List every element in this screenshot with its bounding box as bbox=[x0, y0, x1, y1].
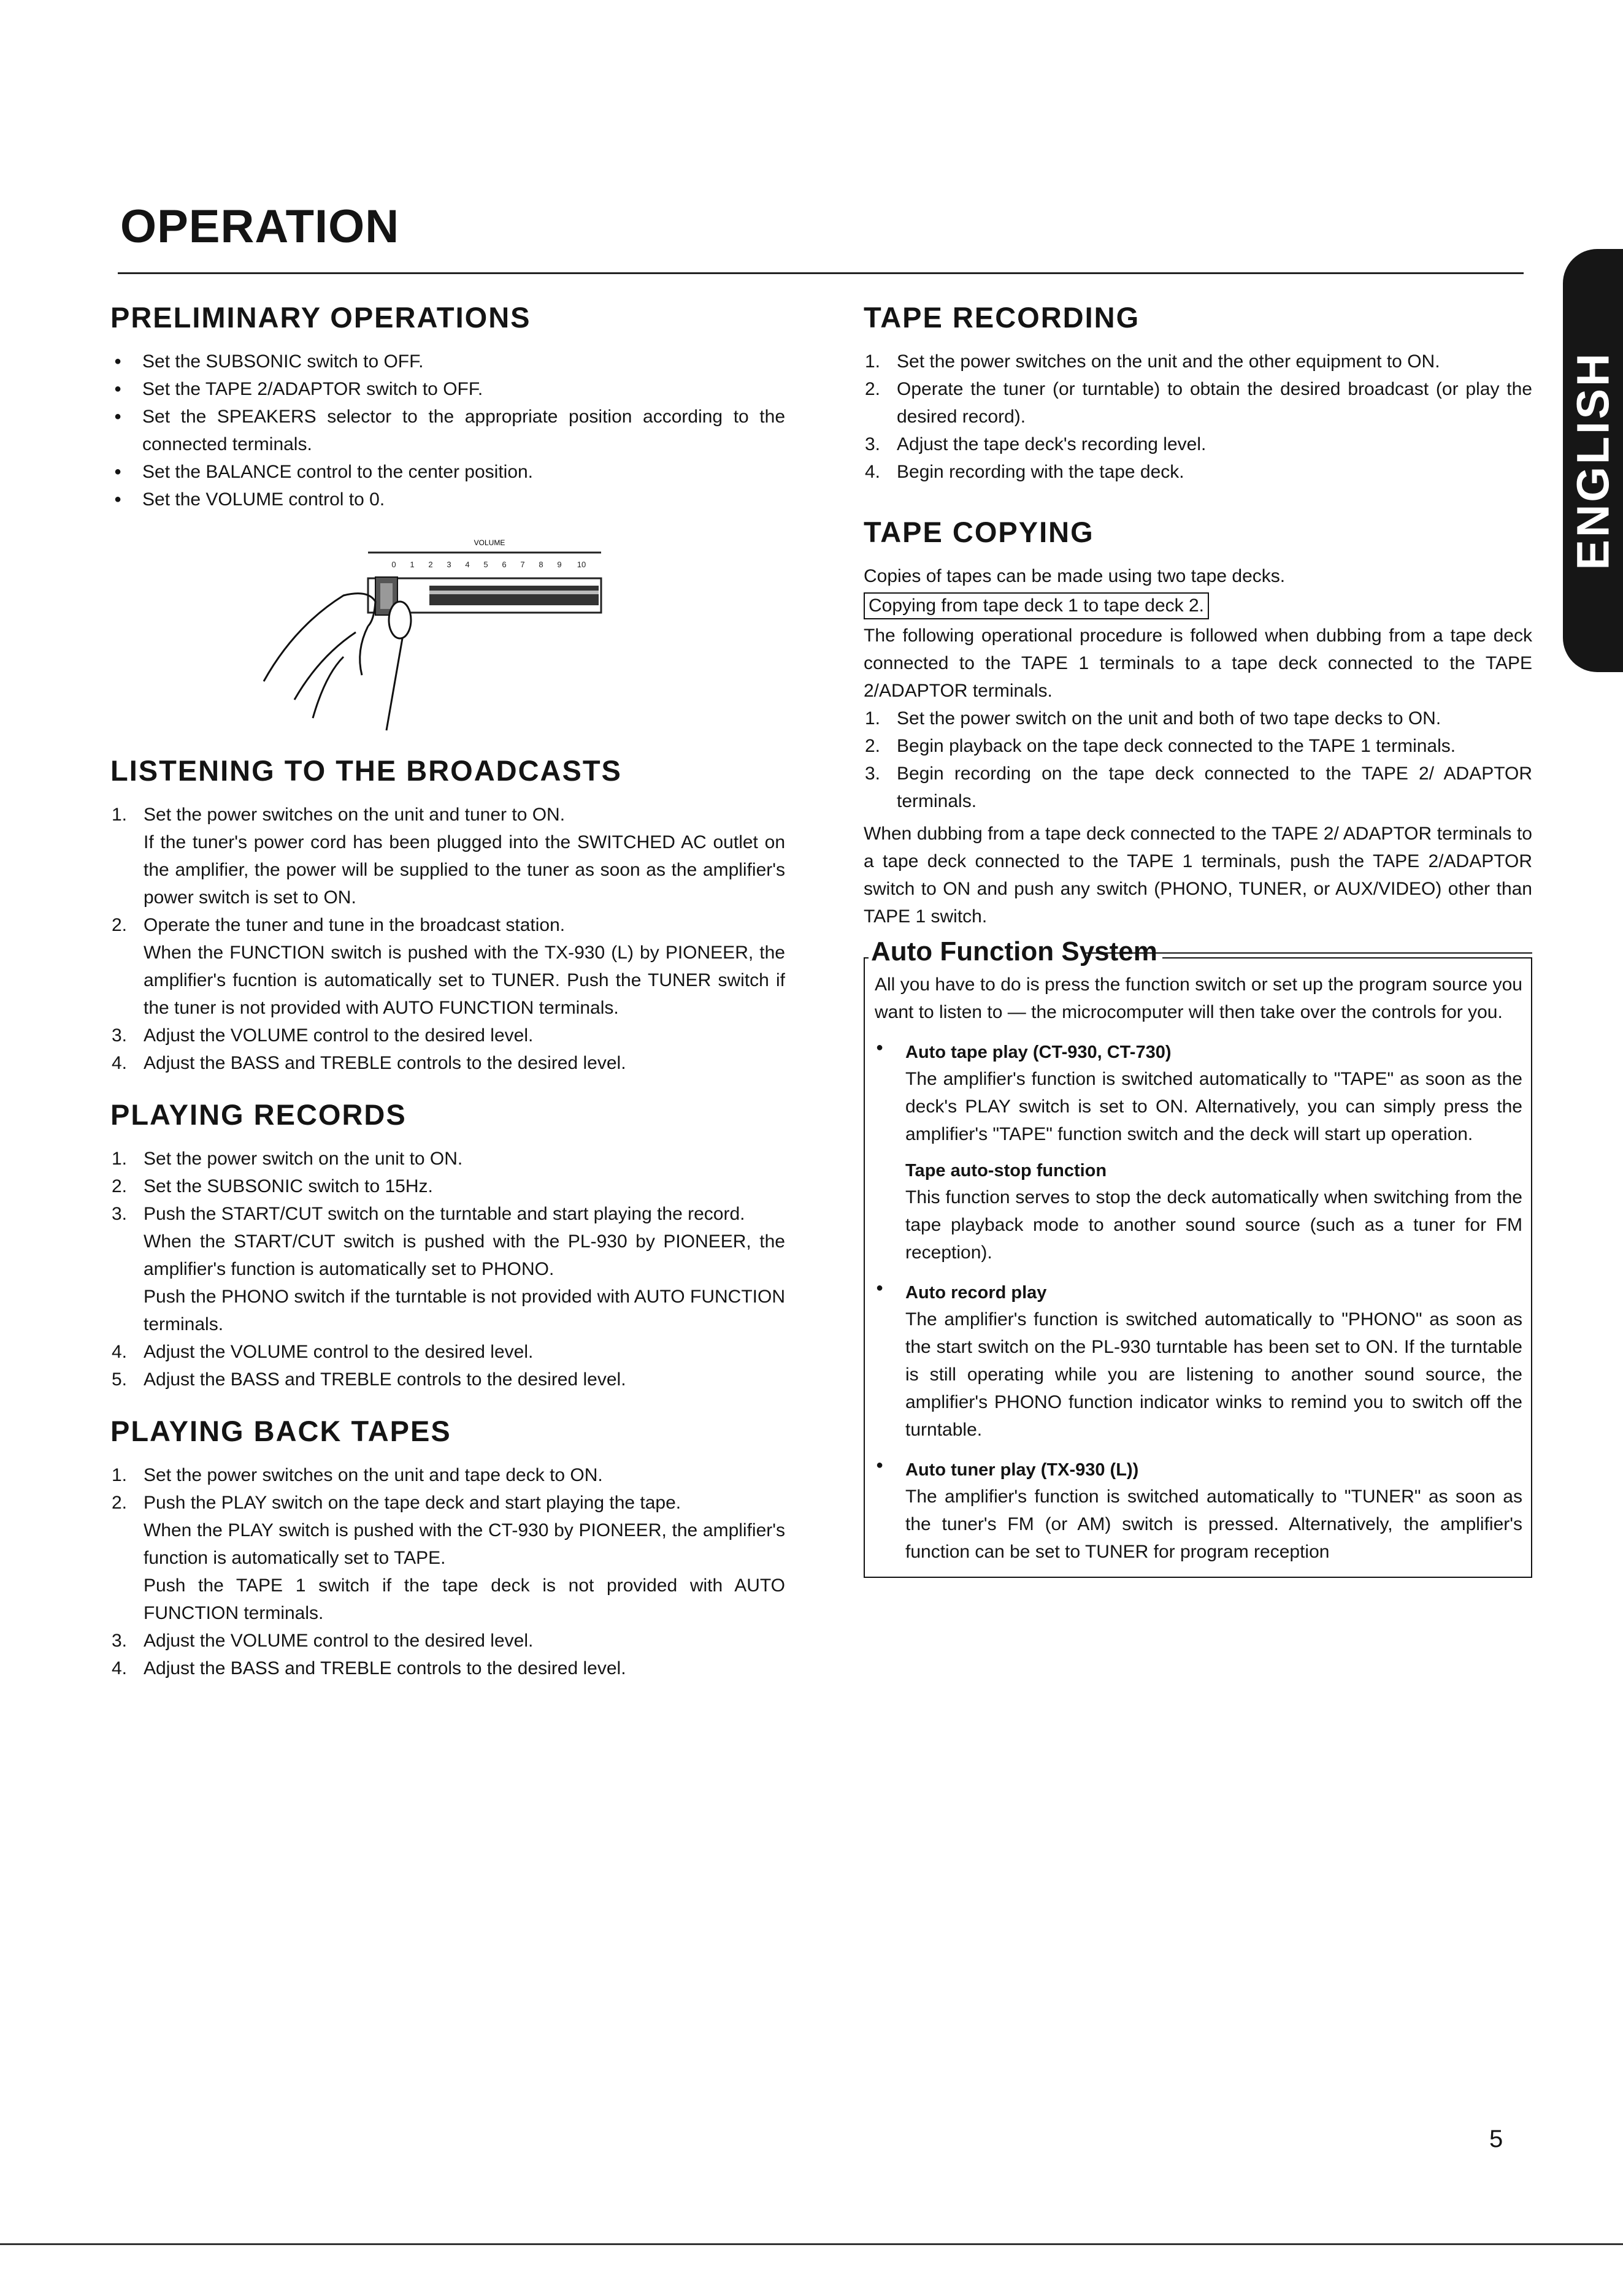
tape-auto-stop-heading: Tape auto-stop function bbox=[905, 1161, 1107, 1181]
tape-copying-heading: TAPE COPYING bbox=[864, 516, 1094, 548]
list-item: 2. Operate the tuner and tune in the broadcast station. When the FUNCTION switch is pushed with the TX-930 (L) by PIONEER, the amplifier's fucntion is automatically set to TUNER. Push the TUNER switch if the tuner is not provided with AUTO FUNCTION terminals. bbox=[112, 915, 785, 1018]
playing-back-tapes-steps bbox=[110, 1461, 785, 1682]
tape-recording-heading: TAPE RECORDING bbox=[864, 301, 1140, 334]
tape-copying-steps bbox=[864, 705, 1532, 815]
language-tab-label: ENGLISH bbox=[1567, 351, 1619, 570]
auto-tuner-play-text: The amplifier's function is switched automatically to "TUNER" as soon as the tuner's FM (or AM) switch is pressed. Alternatively, the amplifier's function can be set to TUNER for program reception bbox=[905, 1487, 1522, 1562]
auto-record-play-text: The amplifier's function is switched automatically to "PHONO" as soon as the start switch on the PL-930 turntable has been set to ON. If the turntable is still operating while you are listening to another sound source, the amplifier's PHONO function indicator winks to remind you to switch off the turntable. bbox=[905, 1309, 1522, 1440]
listening-heading: LISTENING TO THE BROADCASTS bbox=[110, 754, 622, 787]
list-item: 5. Adjust the BASS and TREBLE controls to the desired level. bbox=[112, 1369, 626, 1390]
left-column bbox=[110, 300, 785, 1703]
list-item: ● Set the BALANCE control to the center position. bbox=[110, 458, 785, 486]
tape-auto-stop-text: This function serves to stop the deck automatically when switching from the tape playback mode to another sound source (such as a tuner for FM reception). bbox=[905, 1187, 1522, 1263]
bullet-icon: ● bbox=[876, 1281, 884, 1295]
list-item: ● Set the SUBSONIC switch to OFF. bbox=[110, 348, 785, 375]
bullet-icon: ● bbox=[876, 1458, 884, 1472]
scale-tick-3: 3 bbox=[447, 560, 451, 569]
scale-tick-0: 0 bbox=[391, 560, 396, 569]
preliminary-operations-list bbox=[110, 348, 785, 513]
playing-records-heading: PLAYING RECORDS bbox=[110, 1098, 407, 1131]
volume-figure bbox=[110, 534, 785, 737]
scale-tick-5: 5 bbox=[483, 560, 488, 569]
tape-copying-intro: Copies of tapes can be made using two tape decks. bbox=[864, 566, 1286, 586]
scale-tick-2: 2 bbox=[428, 560, 433, 569]
list-item: 2. Begin playback on the tape deck connected to the TAPE 1 terminals. bbox=[865, 736, 1456, 756]
list-item: 1. Set the power switches on the unit and tape deck to ON. bbox=[112, 1465, 603, 1485]
list-item: 2. Set the SUBSONIC switch to 15Hz. bbox=[112, 1176, 433, 1196]
auto-tuner-play-item bbox=[875, 1457, 1522, 1566]
auto-tape-play-item bbox=[875, 1039, 1522, 1266]
list-item: ● Set the SPEAKERS selector to the appropriate position according to the connected terminals. bbox=[110, 403, 785, 458]
tape-copying-note: When dubbing from a tape deck connected to the TAPE 2/ ADAPTOR terminals to a tape deck connected to the TAPE 1 terminals, push the TAPE 2/ADAPTOR switch to ON and push any switch (PHONO, TUNER, or AUX/VIDEO) other than TAPE 1 switch. bbox=[864, 824, 1532, 927]
scale-tick-8: 8 bbox=[539, 560, 543, 569]
list-item: 4. Adjust the BASS and TREBLE controls to the desired level. bbox=[112, 1658, 626, 1678]
list-item: 3. Push the START/CUT switch on the turntable and start playing the record. When the START/CUT switch is pushed with the PL-930 by PIONEER, the amplifier's function is automatically set to PHONO. Push the PHONO switch if the turntable is not provided with AUTO FUNCTION terminals. bbox=[112, 1204, 785, 1334]
scale-tick-7: 7 bbox=[520, 560, 525, 569]
auto-tuner-play-heading: Auto tuner play (TX-930 (L)) bbox=[905, 1460, 1139, 1480]
list-item: 3. Begin recording on the tape deck connected to the TAPE 2/ ADAPTOR terminals. bbox=[865, 763, 1532, 811]
volume-figure-label: VOLUME bbox=[474, 538, 505, 547]
auto-tape-play-text: The amplifier's function is switched automatically to "TAPE" as soon as the deck's PLAY switch is set to ON. Alternatively, you can simply press the amplifier's "TAPE" function switch and the deck will start up operation. bbox=[905, 1069, 1522, 1144]
scale-tick-6: 6 bbox=[502, 560, 507, 569]
list-item: 3. Adjust the tape deck's recording level. bbox=[865, 434, 1207, 454]
playing-records-section bbox=[110, 1098, 785, 1393]
auto-function-title: Auto Function System bbox=[869, 936, 1162, 967]
listening-steps bbox=[110, 801, 785, 1077]
list-item: 3. Adjust the VOLUME control to the desired level. bbox=[112, 1631, 534, 1651]
auto-record-play-heading: Auto record play bbox=[905, 1283, 1047, 1303]
volume-knob-illustration bbox=[110, 534, 785, 737]
auto-function-title-rule bbox=[1086, 952, 1532, 954]
auto-function-box bbox=[864, 936, 1532, 1578]
list-item: ● Set the VOLUME control to 0. bbox=[110, 486, 785, 513]
list-item: 1. Set the power switch on the unit to ON. bbox=[112, 1149, 463, 1169]
auto-tape-play-heading: Auto tape play (CT-930, CT-730) bbox=[905, 1043, 1172, 1062]
right-column bbox=[864, 300, 1532, 1578]
language-tab bbox=[1563, 249, 1623, 672]
scale-tick-4: 4 bbox=[465, 560, 470, 569]
preliminary-operations-heading: PRELIMINARY OPERATIONS bbox=[110, 301, 531, 334]
scale-tick-9: 9 bbox=[557, 560, 562, 569]
list-item: 2. Push the PLAY switch on the tape deck and start playing the tape. When the PLAY switch is pushed with the CT-930 by PIONEER, the amplifier's function is automatically set to TAPE. Push the TAPE 1 switch if the tape deck is not provided with AUTO FUNCTION terminals. bbox=[112, 1493, 785, 1623]
tape-recording-section bbox=[864, 300, 1532, 486]
list-item: ● Set the TAPE 2/ADAPTOR switch to OFF. bbox=[110, 375, 785, 403]
page-title: OPERATION bbox=[120, 201, 400, 253]
scale-tick-10: 10 bbox=[577, 560, 586, 569]
tape-copying-procedure: The following operational procedure is followed when dubbing from a tape deck connected to the TAPE 1 terminals to a tape deck connected to the TAPE 2/ADAPTOR terminals. bbox=[864, 626, 1532, 701]
tape-recording-steps bbox=[864, 348, 1532, 486]
auto-function-intro: All you have to do is press the function switch or set up the program source you want to listen to — the microcomputer will then take over the controls for you. bbox=[875, 974, 1522, 1022]
title-rule bbox=[118, 272, 1524, 274]
list-item: 1. Set the power switch on the unit and both of two tape decks to ON. bbox=[865, 708, 1441, 729]
bottom-rule bbox=[0, 2243, 1623, 2245]
scale-tick-1: 1 bbox=[410, 560, 415, 569]
list-item: 4. Adjust the BASS and TREBLE controls to the desired level. bbox=[112, 1053, 626, 1073]
list-item: 3. Adjust the VOLUME control to the desired level. bbox=[112, 1025, 534, 1046]
preliminary-operations-section bbox=[110, 300, 785, 513]
list-item: 4. Begin recording with the tape deck. bbox=[865, 462, 1184, 482]
list-item: 4. Adjust the VOLUME control to the desired level. bbox=[112, 1342, 534, 1362]
list-item: 1. Set the power switches on the unit and tuner to ON. If the tuner's power cord has been plugged into the SWITCHED AC outlet on the amplifier, the power will be supplied to the tuner as soon as the amplifier's power switch is set to ON. bbox=[112, 805, 785, 908]
bullet-icon: ● bbox=[876, 1041, 884, 1054]
list-item: 1. Set the power switches on the unit and the other equipment to ON. bbox=[865, 351, 1440, 372]
auto-record-play-item bbox=[875, 1280, 1522, 1444]
playing-back-tapes-section bbox=[110, 1414, 785, 1682]
page-number: 5 bbox=[1489, 2126, 1503, 2152]
playing-back-tapes-heading: PLAYING BACK TAPES bbox=[110, 1415, 451, 1447]
tape-copying-boxed-note: Copying from tape deck 1 to tape deck 2. bbox=[864, 592, 1209, 619]
tape-copying-section bbox=[864, 515, 1532, 930]
list-item: 2. Operate the tuner (or turntable) to obtain the desired broadcast (or play the desired record). bbox=[865, 379, 1532, 427]
listening-section bbox=[110, 754, 785, 1077]
playing-records-steps bbox=[110, 1145, 785, 1393]
